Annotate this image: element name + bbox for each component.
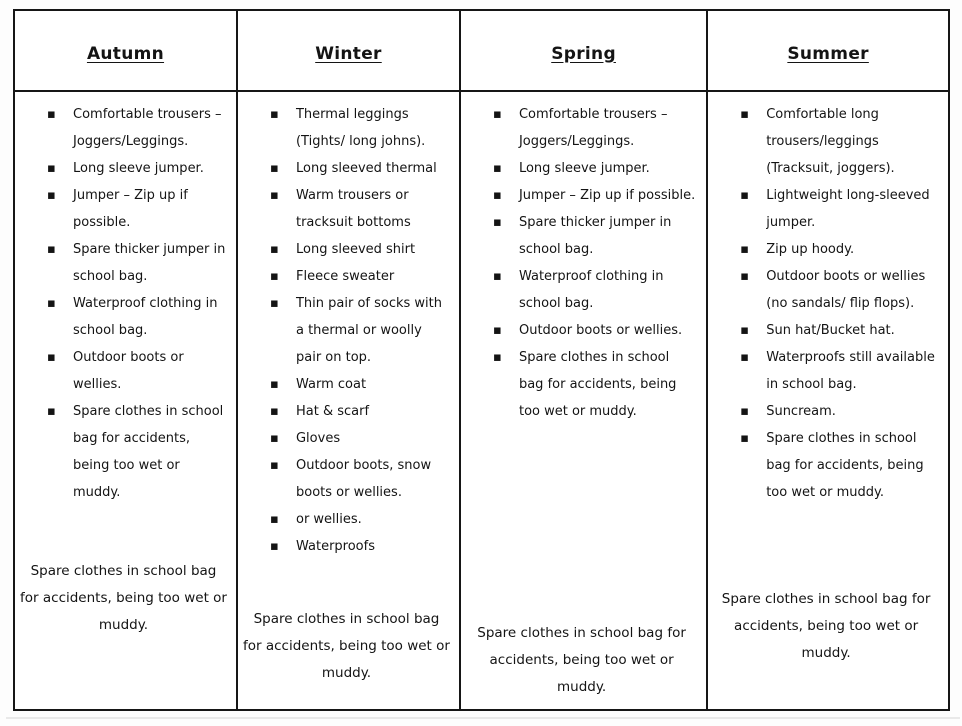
body-cell-winter xyxy=(238,92,461,709)
body-cell-spring xyxy=(461,92,708,709)
clothing-list-item: ▪ Comfortable trousers – Joggers/Leggings. xyxy=(519,101,696,155)
clothing-list-item: ▪ Hat & scarf xyxy=(296,398,449,425)
clothing-list-item: ▪ Long sleeve jumper. xyxy=(73,155,226,182)
clothing-list-item: ▪ Thermal leggings (Tights/ long johns). xyxy=(296,101,449,155)
clothing-list-item: ▪ Zip up hoody. xyxy=(766,236,938,263)
header-cell-summer xyxy=(708,11,948,90)
clothing-list-autumn xyxy=(15,101,232,506)
clothing-list-item: ▪ Long sleeved thermal xyxy=(296,155,449,182)
clothing-list-item: ▪ Jumper – Zip up if possible. xyxy=(73,182,226,236)
season-title-spring: Spring xyxy=(551,43,616,64)
clothing-list-item: ▪ or wellies. xyxy=(296,506,449,533)
clothing-list-item: ▪ Waterproof clothing in school bag. xyxy=(73,290,226,344)
footer-note-winter: Spare clothes in school bag for accidents, being too wet or muddy. xyxy=(243,611,450,681)
clothing-list-item: ▪ Spare thicker jumper in school bag. xyxy=(519,209,696,263)
clothing-list-item: ▪ Outdoor boots, snow boots or wellies. xyxy=(296,452,449,506)
clothing-list-item: ▪ Spare clothes in school bag for accidents, being too wet or muddy. xyxy=(519,344,696,425)
body-cell-autumn xyxy=(15,92,238,709)
clothing-list-item: ▪ Long sleeve jumper. xyxy=(519,155,696,182)
clothing-list-item: ▪ Suncream. xyxy=(766,398,938,425)
footer-note-spring: Spare clothes in school bag for accidents, being too wet or muddy. xyxy=(477,625,686,695)
header-cell-winter xyxy=(238,11,461,90)
clothing-list-item: ▪ Comfortable trousers – Joggers/Leggings. xyxy=(73,101,226,155)
season-title-summer: Summer xyxy=(787,43,869,64)
clothing-list-item: ▪ Sun hat/Bucket hat. xyxy=(766,317,938,344)
clothing-list-item: ▪ Outdoor boots or wellies. xyxy=(73,344,226,398)
table-body-row xyxy=(15,92,948,709)
clothing-list-item: ▪ Waterproof clothing in school bag. xyxy=(519,263,696,317)
clothing-list-item: ▪ Spare thicker jumper in school bag. xyxy=(73,236,226,290)
clothing-list-summer xyxy=(708,101,944,506)
clothing-list-spring xyxy=(461,101,702,425)
clothing-list-item: ▪ Long sleeved shirt xyxy=(296,236,449,263)
scan-edge-shadow xyxy=(6,717,960,719)
header-cell-spring xyxy=(461,11,708,90)
clothing-list-item: ▪ Waterproofs xyxy=(296,533,449,560)
clothing-list-item: ▪ Gloves xyxy=(296,425,449,452)
clothing-list-winter xyxy=(238,101,455,560)
table-header-row xyxy=(15,11,948,92)
clothing-list-item: ▪ Outdoor boots or wellies. xyxy=(519,317,696,344)
clothing-list-item: ▪ Spare clothes in school bag for accidents, being too wet or muddy. xyxy=(766,425,938,506)
clothing-list-item: ▪ Jumper – Zip up if possible. xyxy=(519,182,696,209)
footer-note-summer: Spare clothes in school bag for accidents, being too wet or muddy. xyxy=(721,591,931,661)
clothing-list-item: ▪ Lightweight long-sleeved jumper. xyxy=(766,182,938,236)
clothing-list-item: ▪ Warm trousers or tracksuit bottoms xyxy=(296,182,449,236)
season-title-autumn: Autumn xyxy=(86,43,165,64)
clothing-list-item: ▪ Fleece sweater xyxy=(296,263,449,290)
season-title-winter: Winter xyxy=(315,43,382,64)
header-cell-autumn xyxy=(15,11,238,90)
clothing-list-item: ▪ Comfortable long trousers/leggings (Tracksuit, joggers). xyxy=(766,101,938,182)
seasonal-clothing-table xyxy=(13,9,950,711)
body-cell-summer xyxy=(708,92,948,709)
clothing-list-item: ▪ Spare clothes in school bag for accidents, being too wet or muddy. xyxy=(73,398,226,506)
footer-note-autumn: Spare clothes in school bag for accidents, being too wet or muddy. xyxy=(20,563,227,633)
clothing-list-item: ▪ Thin pair of socks with a thermal or woolly pair on top. xyxy=(296,290,449,371)
clothing-list-item: ▪ Outdoor boots or wellies (no sandals/ flip flops). xyxy=(766,263,938,317)
clothing-list-item: ▪ Waterproofs still available in school bag. xyxy=(766,344,938,398)
clothing-list-item: ▪ Warm coat xyxy=(296,371,449,398)
